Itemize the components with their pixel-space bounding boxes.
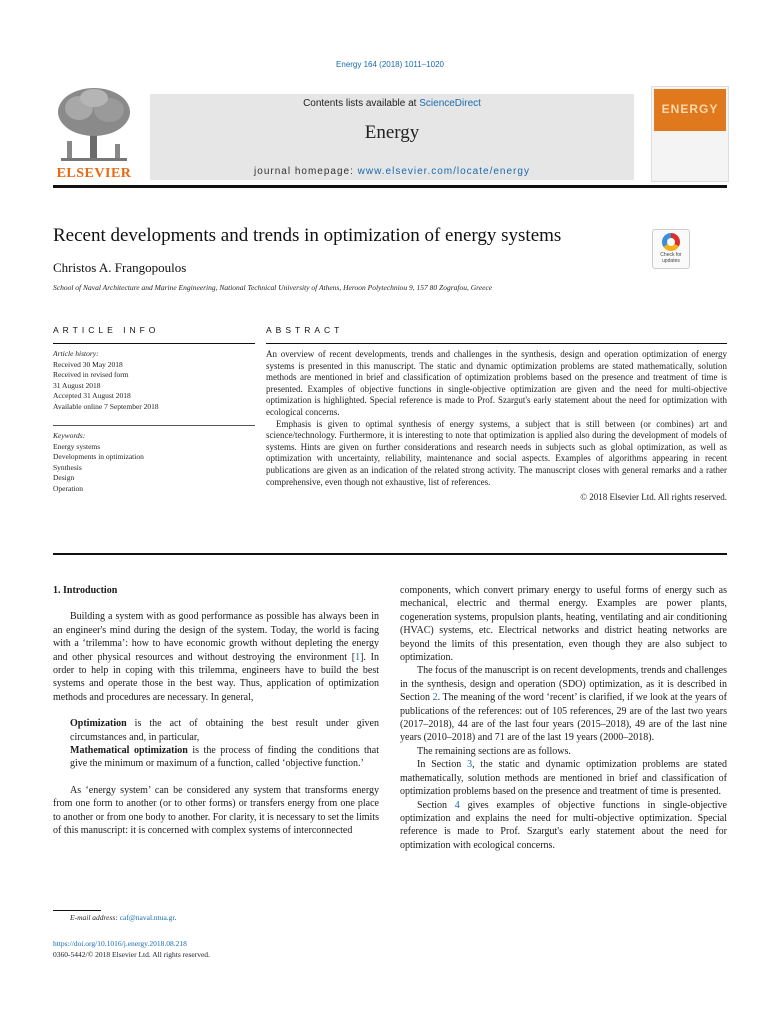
history-label: Article history: [53,349,99,358]
elsevier-wordmark: ELSEVIER [56,166,132,181]
journal-homepage [150,166,634,177]
journal-reference[interactable]: Energy 164 (2018) 1011–1020 [336,60,444,69]
abstract-heading: ABSTRACT [266,325,344,335]
text-run: Building a system with as good performance as possible has always been in an engineer's mind during the design of the system. Today, the world is facing with a ‘trilemma’: how to have economic growth without depleting the energy and other physical resources and without destroying the environment [ [53,611,379,663]
body-column-left [53,584,379,838]
keywords-label: Keywords: [53,431,86,440]
body-paragraph: The remaining sections are as follows. [417,745,571,757]
keyword: Developments in optimization [53,452,144,461]
doi-block [53,938,210,960]
definition-term: Optimization [70,718,127,730]
tree-icon [53,86,135,164]
contents-line [150,98,634,109]
abstract-rule [266,343,727,344]
text-run: The focus of the manuscript is on recent developments, trends and challenges in the synthesis, design and operation (SDO) optimization, as it is described in Section [400,665,727,704]
footnote-end: . [174,913,177,922]
definition-term: Mathematical optimization [70,745,188,757]
header-rule [53,185,727,188]
journal-cover-thumbnail[interactable] [651,86,729,182]
abstract-end-rule [53,553,727,555]
sciencedirect-link[interactable]: ScienceDirect [419,98,481,109]
crossmark-icon [662,233,680,251]
homepage-prefix: journal homepage: [254,166,358,177]
history-item: Accepted 31 August 2018 [53,391,131,400]
cover-title: ENERGY [661,102,719,116]
body-paragraph [53,610,379,704]
body-paragraph [400,664,727,744]
text-run: Section [417,799,455,811]
body-paragraph: components, which convert primary energy to useful forms of energy such as mechanical, electric and thermal energy. Examples are power plants, cogeneration systems, propulsion plants, heating, ventilating and air conditioning (HVAC) systems, etc. Electrical networks and district heating networks are beyond the limits of this presentation, even though they are also subject to optimization. [400,585,727,664]
abstract-paragraph: Emphasis is given to optimal synthesis of energy systems, a subject that is still between (or combines) art and science/technology. Furthermore, it is interesting to note that optimization is applied also during the development of models of systems. Hints are given on further considerations and research needs in subjects such as global optimization, as well as optimization with uncertainty, reliability, maintenance and social aspects. Examples of algorithms appearing in recent publications are given as an indication of the related strong activity. The manuscript closes with general remarks and a rather comprehensive, even though not exhaustive, list of references. [266,418,727,487]
definition-block [53,717,379,771]
doi-link[interactable]: https://doi.org/10.1016/j.energy.2018.08.218 [53,939,187,948]
article-history [53,349,255,412]
section-heading-introduction: 1. Introduction [53,585,118,596]
author-email-footnote [70,913,176,922]
text-run: In Section [417,759,468,771]
section-link-2[interactable]: 2 [432,692,438,704]
reference-link-1[interactable]: 1 [355,651,361,663]
issn-copyright: 0360-5442/© 2018 Elsevier Ltd. All rights reserved. [53,950,210,959]
abstract-body [266,349,727,504]
body-paragraph: As ‘energy system’ can be considered any system that transforms energy from one form to another (or to other forms) or transfers energy from one place to another or from one body to another. For clarity, it is necessary to set the limits of this manuscript: it is concerned with complex systems of interconnected [53,784,379,837]
masthead [53,86,727,182]
body-paragraph [400,758,727,798]
definition-optimization [70,717,379,744]
check-updates-label: Check for updates [660,252,682,264]
section-link-3[interactable]: 3 [467,759,473,771]
text-run: . The meaning of the word ‘recent’ is clarified, if we look at the years of publications of the references: out of 105 references, 29 are of the last two years (2017–2018), 44 are of the last four years (2015–2018), 49 are of the last nine years (2010–2018) and 71 are of the last 19 years (2000–2018). [400,692,727,744]
body-paragraph [400,799,727,853]
section-link-4[interactable]: 4 [454,799,460,811]
elsevier-logo [53,86,145,182]
text-run: , the static and dynamic optimization problems are stated mathematically, solution methods are mentioned in brief and classification of optimization problems based on the presence and treatment of time is presented. [400,759,727,798]
check-for-updates-button[interactable] [652,229,690,269]
abstract-paragraph: An overview of recent developments, trends and challenges in the synthesis, design and operation optimization of energy systems is presented in this manuscript. The static and dynamic optimization problems are stated mathematically, solution methods are mentioned in brief and classification of optimization problems based on the presence and treatment of time is presented. Examples of objective functions in single-objective optimization are given and the need for multi-objective optimization is highlighted. Special reference is made to Prof. Szargut's early statement about the need for optimization with ecological concerns. [266,349,727,417]
text-run: ]. In order to help in coping with this trilemma, engineers have to build the best systems and operate those in the best way. Thus, application of optimization methods and procedures are necessary. In general, [53,651,379,703]
keyword: Design [53,473,75,482]
author-affiliation: School of Naval Architecture and Marine Engineering, National Technical University of Athens, Heroon Polytechniou 9, 157 80 Zografou, Greece [53,283,493,292]
keywords-rule [53,425,255,426]
homepage-link[interactable]: www.elsevier.com/locate/energy [357,166,530,177]
history-item: Received in revised form [53,370,129,379]
keyword: Operation [53,483,83,493]
abstract-copyright: © 2018 Elsevier Ltd. All rights reserved. [580,492,727,503]
author-name[interactable]: Christos A. Frangopoulos [53,260,187,275]
history-item: 31 August 2018 [53,380,101,390]
keyword: Synthesis [53,462,82,472]
text-run: gives examples of objective functions in single-objective optimization and explains the need for multi-objective optimization. Special reference is made to Prof. Szargut's early statement about the need for optimization with ecological concerns. [400,799,727,851]
footnote-rule [53,910,101,911]
definition-mathematical-optimization [70,744,379,771]
article-title: Recent developments and trends in optimization of energy systems [53,225,562,246]
body-column-right [400,584,727,852]
journal-title: Energy [364,122,420,143]
keyword: Energy systems [53,441,101,451]
journal-band [150,94,634,180]
article-info-rule [53,343,255,344]
definition-text: is the act of obtaining the best result under given circumstances and, in particular, [70,718,379,743]
article-info-heading: ARTICLE INFO [53,325,160,335]
contents-prefix: Contents lists available at [303,98,420,109]
definition-text: is the process of finding the conditions that give the minimum or maximum of a function, called ‘objective function.’ [70,745,379,770]
keywords-list [53,431,255,494]
history-item: Available online 7 September 2018 [53,401,159,411]
email-link[interactable]: caf@naval.ntua.gr [119,913,175,922]
footnote-label: E-mail address: [70,913,120,922]
history-item: Received 30 May 2018 [53,359,123,369]
